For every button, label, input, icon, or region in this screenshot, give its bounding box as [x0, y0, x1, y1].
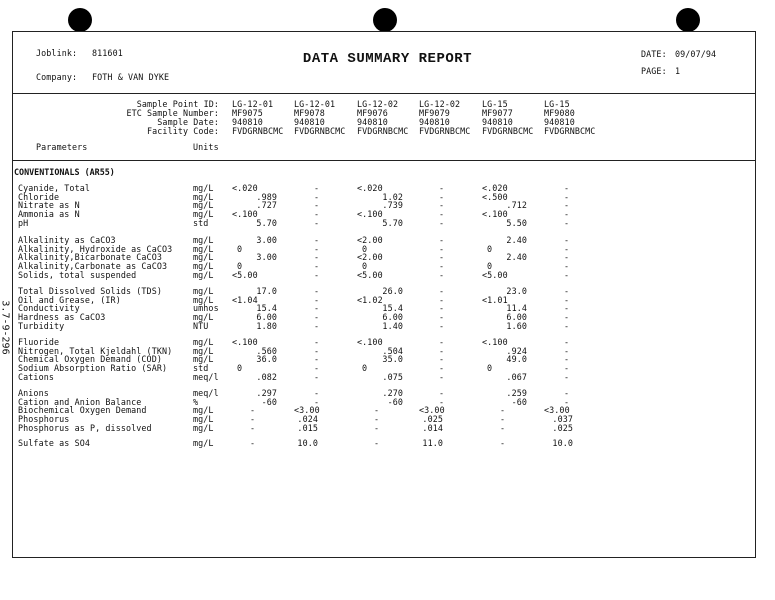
cell-value: -: [314, 209, 320, 220]
cell-value: 0: [362, 363, 368, 374]
sample-number: MF9080: [544, 108, 575, 118]
cell-value: <5.00: [232, 269, 258, 280]
cell-value: <1.04: [232, 294, 258, 305]
cell-value: -: [314, 345, 320, 356]
cell-value: 11.0: [422, 438, 443, 448]
cell-value: -: [314, 294, 320, 305]
cell-value: -: [564, 337, 570, 347]
sample-facility: FVDGRNBCMC: [357, 126, 409, 136]
cell-value: -: [564, 200, 570, 211]
cell-value: 0: [362, 261, 368, 272]
report-title: DATA SUMMARY REPORT: [302, 51, 473, 67]
cell-value: -: [439, 183, 445, 193]
sample-number: MF9079: [419, 108, 450, 118]
parameter-name: Alkalinity,Carbonate as CaCO3: [18, 261, 168, 272]
cell-value: 10.0: [297, 438, 318, 448]
sample-label: Facility Code:: [147, 126, 219, 136]
parameter-name: Fluoride: [18, 337, 60, 347]
cell-value: <1.01: [482, 294, 508, 305]
cell-value: -: [564, 286, 570, 296]
cell-value: -: [564, 345, 570, 356]
cell-value: -: [314, 243, 320, 254]
cell-value: -: [250, 438, 256, 448]
cell-value: -: [439, 312, 445, 323]
cell-value: 0: [487, 261, 493, 272]
parameter-name: Anions: [18, 388, 49, 398]
parameter-unit: mg/L: [193, 438, 214, 448]
cell-value: 0: [362, 243, 368, 254]
parameters-header: Parameters: [36, 142, 88, 152]
cell-value: 17.0: [256, 286, 277, 296]
cell-value: .270: [382, 388, 403, 398]
cell-value: -: [314, 252, 320, 263]
cell-value: .259: [506, 388, 527, 398]
cell-value: -: [564, 243, 570, 254]
cell-value: -: [564, 252, 570, 263]
cell-value: -: [314, 200, 320, 211]
cell-value: 5.70: [382, 217, 403, 228]
sample-number: MF9075: [232, 108, 263, 118]
sample-label: ETC Sample Number:: [126, 108, 219, 118]
cell-value: -: [439, 363, 445, 374]
cell-value: 0: [487, 243, 493, 254]
parameter-unit: mg/L: [193, 414, 214, 425]
cell-value: -: [564, 303, 570, 314]
parameter-unit: mg/L: [193, 337, 214, 347]
parameter-unit: mg/L: [193, 183, 214, 193]
parameter-unit: mg/L: [193, 200, 214, 211]
cell-value: 0: [237, 243, 243, 254]
cell-value: .025: [552, 422, 573, 433]
cell-value: -: [314, 337, 320, 347]
cell-value: .075: [382, 371, 403, 382]
sample-point-id: LG-12-01: [294, 99, 336, 109]
parameter-name: Chloride: [18, 191, 60, 202]
cell-value: <.100: [482, 337, 508, 347]
cell-value: -: [439, 345, 445, 356]
sample-point-id: LG-15: [482, 99, 508, 109]
parameter-name: Sodium Absorption Ratio (SAR): [18, 363, 168, 374]
sample-label: Sample Date:: [157, 117, 219, 127]
cell-value: -: [374, 422, 380, 433]
cell-value: <2.00: [357, 252, 383, 263]
cell-value: -: [564, 320, 570, 331]
parameter-name: Ammonia as N: [18, 209, 80, 220]
cell-value: <.100: [482, 209, 508, 220]
cell-value: -: [439, 200, 445, 211]
cell-value: <.020: [232, 183, 258, 193]
cell-value: 2.40: [506, 235, 527, 245]
date-value: 09/07/94: [675, 49, 717, 59]
parameter-unit: mg/L: [193, 294, 214, 305]
cell-value: -: [439, 303, 445, 314]
cell-value: -: [439, 354, 445, 365]
parameter-unit: mg/L: [193, 405, 214, 416]
cell-value: .560: [256, 345, 277, 356]
parameter-unit: mg/L: [193, 209, 214, 220]
cell-value: -: [500, 405, 506, 416]
cell-value: -: [500, 438, 506, 448]
parameter-unit: %: [193, 396, 199, 407]
sample-date: 940810: [419, 117, 450, 127]
parameter-name: Phosphorus: [18, 414, 70, 425]
cell-value: -: [314, 191, 320, 202]
parameter-name: Phosphorus as P, dissolved: [18, 422, 152, 433]
parameter-name: Oil and Grease, (IR): [18, 294, 121, 305]
cell-value: -: [439, 269, 445, 280]
cell-value: 36.0: [256, 354, 277, 365]
cell-value: -: [564, 396, 570, 407]
punch-hole-left: [68, 8, 92, 32]
cell-value: -: [439, 243, 445, 254]
parameter-name: Biochemical Oxygen Demand: [18, 405, 147, 416]
parameter-unit: mg/L: [193, 235, 214, 245]
cell-value: -: [314, 388, 320, 398]
cell-value: <5.00: [482, 269, 508, 280]
parameter-name: Solids, total suspended: [18, 269, 137, 280]
cell-value: <.500: [482, 191, 508, 202]
page-value: 1: [675, 66, 681, 76]
parameter-unit: std: [193, 217, 209, 228]
cell-value: -: [314, 286, 320, 296]
cell-value: -: [439, 261, 445, 272]
sample-number: MF9078: [294, 108, 325, 118]
sample-facility: FVDGRNBCMC: [294, 126, 346, 136]
cell-value: -: [314, 396, 320, 407]
cell-value: -: [564, 363, 570, 374]
cell-value: .504: [382, 345, 403, 356]
parameter-unit: mg/L: [193, 261, 214, 272]
cell-value: -: [564, 388, 570, 398]
cell-value: <.020: [482, 183, 508, 193]
cell-value: -: [314, 303, 320, 314]
cell-value: <2.00: [357, 235, 383, 245]
company-value: FOTH & VAN DYKE: [92, 72, 170, 82]
punch-hole-right: [676, 8, 700, 32]
company-label: Company:: [36, 72, 78, 82]
sample-number: MF9076: [357, 108, 388, 118]
cell-value: <3.00: [544, 405, 570, 416]
parameter-unit: mg/L: [193, 312, 214, 323]
cell-value: -: [439, 286, 445, 296]
cell-value: -: [439, 337, 445, 347]
sample-number: MF9077: [482, 108, 513, 118]
parameter-name: Cyanide, Total: [18, 183, 90, 193]
cell-value: -: [314, 235, 320, 245]
cell-value: <.020: [357, 183, 383, 193]
cell-value: .989: [256, 191, 277, 202]
cell-value: -: [250, 414, 256, 425]
cell-value: -: [250, 405, 256, 416]
cell-value: 23.0: [506, 286, 527, 296]
cell-value: -: [439, 294, 445, 305]
parameter-unit: mg/L: [193, 252, 214, 263]
cell-value: .024: [297, 414, 318, 425]
cell-value: 0: [237, 261, 243, 272]
cell-value: -: [314, 363, 320, 374]
sample-facility: FVDGRNBCMC: [419, 126, 471, 136]
parameter-name: Alkalinity, Hydroxide as CaCO3: [18, 243, 173, 254]
cell-value: -: [314, 183, 320, 193]
parameter-name: Total Dissolved Solids (TDS): [18, 286, 162, 296]
cell-value: -: [500, 422, 506, 433]
parameter-unit: mg/L: [193, 354, 214, 365]
cell-value: 2.40: [506, 252, 527, 263]
cell-value: -: [564, 217, 570, 228]
cell-value: 49.0: [506, 354, 527, 365]
cell-value: -60: [387, 396, 403, 407]
cell-value: -: [564, 261, 570, 272]
parameter-unit: NTU: [193, 320, 209, 331]
cell-value: 11.4: [506, 303, 527, 314]
cell-value: 0: [237, 363, 243, 374]
cell-value: 5.70: [256, 217, 277, 228]
parameter-unit: mg/L: [193, 191, 214, 202]
cell-value: -60: [261, 396, 277, 407]
cell-value: -: [564, 294, 570, 305]
cell-value: 6.00: [382, 312, 403, 323]
side-annotation: 3.7-9-296: [0, 300, 11, 355]
cell-value: .924: [506, 345, 527, 356]
cell-value: 5.50: [506, 217, 527, 228]
page-label: PAGE:: [641, 66, 667, 76]
cell-value: -: [439, 191, 445, 202]
units-header: Units: [193, 142, 219, 152]
cell-value: -: [500, 414, 506, 425]
cell-value: <3.00: [419, 405, 445, 416]
cell-value: <.100: [232, 337, 258, 347]
parameter-unit: mg/L: [193, 345, 214, 356]
sample-facility: FVDGRNBCMC: [482, 126, 534, 136]
cell-value: .014: [422, 422, 443, 433]
sample-point-id: LG-12-02: [419, 99, 461, 109]
cell-value: .037: [552, 414, 573, 425]
cell-value: 1.40: [382, 320, 403, 331]
cell-value: -: [564, 312, 570, 323]
cell-value: <5.00: [357, 269, 383, 280]
cell-value: .727: [256, 200, 277, 211]
joblink-label: Joblink:: [36, 48, 78, 58]
cell-value: -: [374, 405, 380, 416]
cell-value: -: [314, 371, 320, 382]
date-label: DATE:: [641, 49, 667, 59]
cell-value: <.100: [357, 209, 383, 220]
sample-date: 940810: [482, 117, 513, 127]
cell-value: -: [564, 209, 570, 220]
cell-value: 35.0: [382, 354, 403, 365]
cell-value: 1.80: [256, 320, 277, 331]
cell-value: -: [564, 371, 570, 382]
cell-value: -: [374, 414, 380, 425]
cell-value: <.100: [357, 337, 383, 347]
cell-value: .067: [506, 371, 527, 382]
cell-value: 15.4: [256, 303, 277, 314]
cell-value: 0: [487, 363, 493, 374]
cell-value: -: [314, 269, 320, 280]
sample-date: 940810: [294, 117, 325, 127]
cell-value: <1.02: [357, 294, 383, 305]
cell-value: 6.00: [256, 312, 277, 323]
parameter-name: Alkalinity as CaCO3: [18, 235, 116, 245]
cell-value: -: [439, 371, 445, 382]
cell-value: 26.0: [382, 286, 403, 296]
cell-value: -: [564, 269, 570, 280]
parameter-unit: mg/L: [193, 286, 214, 296]
parameter-name: Sulfate as SO4: [18, 438, 90, 448]
sample-date: 940810: [357, 117, 388, 127]
punch-hole-center: [373, 8, 397, 32]
sample-facility: FVDGRNBCMC: [232, 126, 284, 136]
sample-point-id: LG-12-01: [232, 99, 274, 109]
cell-value: 15.4: [382, 303, 403, 314]
cell-value: -: [314, 261, 320, 272]
cell-value: <3.00: [294, 405, 320, 416]
cell-value: .082: [256, 371, 277, 382]
parameter-unit: meq/l: [193, 371, 219, 382]
cell-value: 3.00: [256, 252, 277, 263]
cell-value: -: [314, 217, 320, 228]
cell-value: -: [439, 388, 445, 398]
cell-value: -: [374, 438, 380, 448]
parameter-unit: mg/L: [193, 422, 214, 433]
parameter-unit: std: [193, 363, 209, 374]
cell-value: -: [564, 183, 570, 193]
cell-value: -: [314, 354, 320, 365]
cell-value: 10.0: [552, 438, 573, 448]
cell-value: 3.00: [256, 235, 277, 245]
sample-date: 940810: [232, 117, 263, 127]
parameter-unit: mg/L: [193, 243, 214, 254]
parameter-name: Cation and Anion Balance: [18, 396, 142, 407]
sample-point-id: LG-15: [544, 99, 570, 109]
parameter-name: Chemical Oxygen Demand (COD): [18, 354, 162, 365]
cell-value: -: [439, 396, 445, 407]
cell-value: -: [564, 235, 570, 245]
cell-value: -: [314, 320, 320, 331]
cell-value: .739: [382, 200, 403, 211]
column-divider: [12, 160, 756, 161]
cell-value: 1.60: [506, 320, 527, 331]
cell-value: <.100: [232, 209, 258, 220]
parameter-name: Hardness as CaCO3: [18, 312, 106, 323]
joblink-value: 811601: [92, 48, 123, 58]
cell-value: -: [439, 209, 445, 220]
parameter-name: Nitrate as N: [18, 200, 80, 211]
cell-value: .015: [297, 422, 318, 433]
parameter-name: Turbidity: [18, 320, 65, 331]
sample-facility: FVDGRNBCMC: [544, 126, 596, 136]
parameter-name: pH: [18, 217, 29, 228]
cell-value: -60: [511, 396, 527, 407]
cell-value: -: [564, 191, 570, 202]
cell-value: .712: [506, 200, 527, 211]
cell-value: 6.00: [506, 312, 527, 323]
cell-value: -: [439, 235, 445, 245]
parameter-unit: umhos: [193, 303, 219, 314]
sample-date: 940810: [544, 117, 575, 127]
parameter-unit: mg/L: [193, 269, 214, 280]
parameter-name: Cations: [18, 371, 54, 382]
cell-value: -: [439, 217, 445, 228]
parameter-name: Conductivity: [18, 303, 80, 314]
cell-value: .297: [256, 388, 277, 398]
cell-value: -: [439, 320, 445, 331]
cell-value: -: [250, 422, 256, 433]
header-divider: [12, 93, 756, 94]
cell-value: -: [564, 354, 570, 365]
sample-point-id: LG-12-02: [357, 99, 399, 109]
parameter-name: Nitrogen, Total Kjeldahl (TKN): [18, 345, 173, 356]
cell-value: .025: [422, 414, 443, 425]
sample-label: Sample Point ID:: [136, 99, 219, 109]
cell-value: -: [314, 312, 320, 323]
section-title: CONVENTIONALS (AR55): [14, 167, 115, 177]
cell-value: 1.02: [382, 191, 403, 202]
cell-value: -: [439, 252, 445, 263]
parameter-unit: meq/l: [193, 388, 219, 398]
parameter-name: Alkalinity,Bicarbonate CaCO3: [18, 252, 162, 263]
